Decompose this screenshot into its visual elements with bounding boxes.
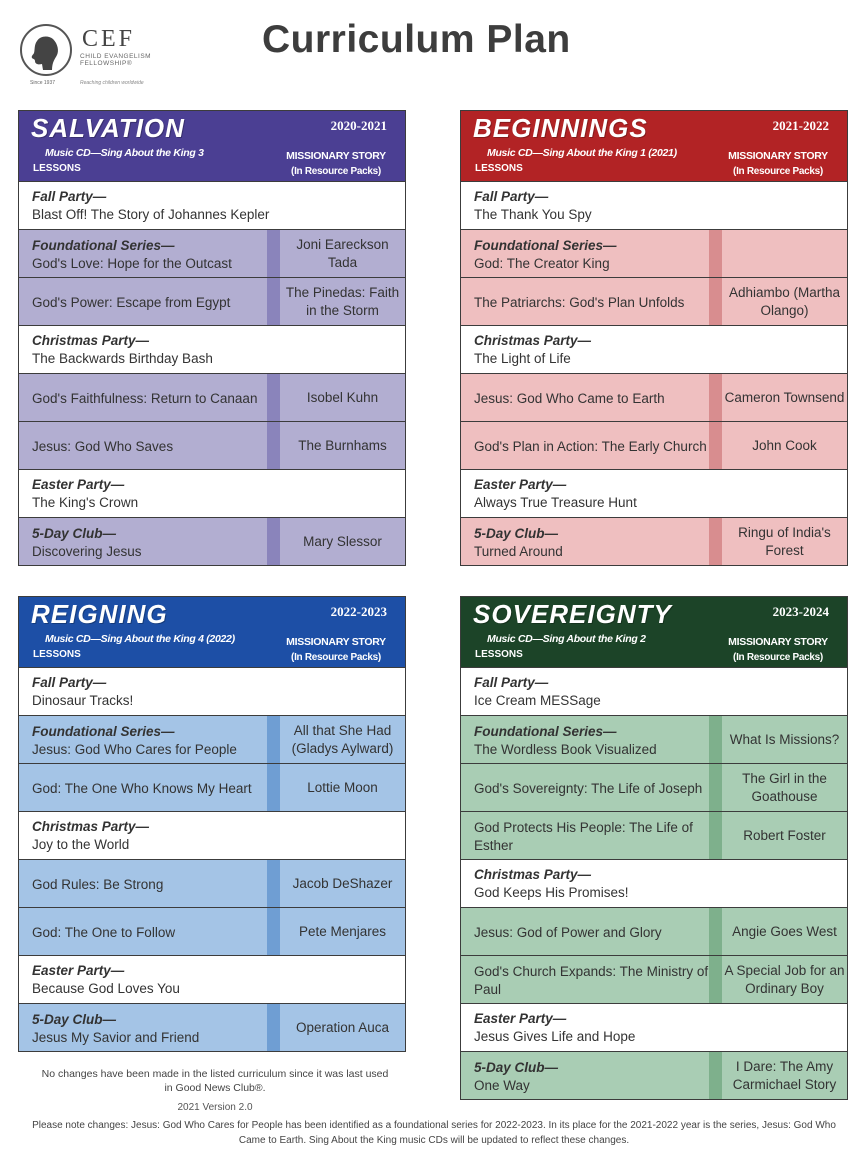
lesson-cell bbox=[19, 860, 267, 907]
missionary-story: Mary Slessor bbox=[303, 533, 382, 549]
lesson-cell bbox=[19, 182, 405, 229]
no-changes-note: No changes have been made in the listed curriculum since it was last used in Good News Club®. bbox=[41, 1068, 389, 1094]
lesson-title: God's Power: Escape from Egypt bbox=[32, 294, 231, 310]
lesson-caption: 5-Day Club— bbox=[32, 525, 117, 541]
column-divider bbox=[267, 764, 280, 811]
column-divider bbox=[709, 956, 722, 1003]
lesson-title: God: The One Who Knows My Heart bbox=[32, 780, 252, 796]
lesson-title: God's Love: Hope for the Outcast bbox=[32, 255, 232, 271]
column-divider bbox=[709, 422, 722, 469]
lesson-caption: Easter Party— bbox=[474, 476, 567, 492]
lesson-title: God Protects His People: The Life of Esther bbox=[474, 819, 693, 853]
lesson-title: God Rules: Be Strong bbox=[32, 876, 164, 892]
lesson-title: Dinosaur Tracks! bbox=[32, 692, 134, 708]
lesson-cell bbox=[461, 764, 709, 811]
lesson-title: God's Plan in Action: The Early Church bbox=[474, 438, 707, 454]
plan-salvation bbox=[18, 110, 406, 566]
lesson-title: Blast Off! The Story of Johannes Kepler bbox=[32, 206, 270, 222]
lesson-row bbox=[19, 229, 405, 277]
logo-name: CHILD EVANGELISM FELLOWSHIP® bbox=[80, 53, 152, 67]
lesson-row bbox=[19, 907, 405, 955]
lesson-title: One Way bbox=[474, 1077, 530, 1093]
lesson-row bbox=[461, 325, 847, 373]
missionary-story: Adhiambo (Martha Olango) bbox=[728, 284, 841, 318]
lesson-caption: Christmas Party— bbox=[474, 866, 592, 882]
lesson-cell bbox=[19, 374, 267, 421]
column-divider bbox=[267, 908, 280, 955]
lesson-title: God Keeps His Promises! bbox=[474, 884, 629, 900]
lesson-cell bbox=[461, 182, 847, 229]
missionary-story-label: MISSIONARY STORY (In Resource Packs) bbox=[728, 150, 828, 177]
lesson-cell bbox=[461, 278, 709, 325]
column-divider bbox=[709, 518, 722, 565]
missionary-story-label: MISSIONARY STORY (In Resource Packs) bbox=[286, 150, 386, 177]
missionary-story: Ringu of India's Forest bbox=[738, 524, 831, 558]
plan-name: REIGNING bbox=[31, 599, 168, 629]
lesson-caption: Fall Party— bbox=[474, 674, 549, 690]
column-divider bbox=[709, 764, 722, 811]
missionary-story: Joni Eareckson Tada bbox=[296, 236, 389, 270]
column-divider bbox=[267, 230, 280, 277]
plan-name: SALVATION bbox=[31, 113, 185, 143]
lesson-caption: Fall Party— bbox=[474, 188, 549, 204]
lesson-cell bbox=[19, 1004, 267, 1051]
lesson-row bbox=[19, 325, 405, 373]
lesson-row bbox=[19, 517, 405, 565]
lesson-cell bbox=[461, 812, 709, 859]
missionary-story: Robert Foster bbox=[743, 827, 826, 843]
plan-name: BEGINNINGS bbox=[473, 113, 648, 143]
lesson-cell bbox=[19, 812, 405, 859]
lesson-cell bbox=[461, 716, 709, 763]
lesson-caption: Foundational Series— bbox=[32, 237, 175, 253]
column-divider bbox=[709, 908, 722, 955]
lesson-cell bbox=[461, 422, 709, 469]
logo-brand: CEF bbox=[82, 26, 136, 52]
lesson-caption: 5-Day Club— bbox=[474, 1059, 559, 1075]
missionary-story: The Girl in the Goathouse bbox=[742, 770, 827, 804]
lesson-row bbox=[19, 763, 405, 811]
music-cd: Music CD—Sing About the King 3 bbox=[45, 147, 204, 159]
lesson-row bbox=[461, 373, 847, 421]
lesson-title: God's Faithfulness: Return to Canaan bbox=[32, 390, 258, 406]
missionary-story: Lottie Moon bbox=[307, 779, 378, 795]
column-divider bbox=[709, 374, 722, 421]
missionary-story: Angie Goes West bbox=[732, 923, 837, 939]
lesson-row bbox=[19, 469, 405, 517]
lesson-row bbox=[461, 1003, 847, 1051]
lesson-title: God: The One to Follow bbox=[32, 924, 176, 940]
lesson-title: Turned Around bbox=[474, 543, 563, 559]
plan-years: 2021-2022 bbox=[772, 118, 829, 133]
plan-header bbox=[19, 597, 405, 667]
lesson-caption: Easter Party— bbox=[474, 1010, 567, 1026]
lesson-row bbox=[19, 955, 405, 1003]
lesson-cell bbox=[461, 230, 709, 277]
plan-years: 2020-2021 bbox=[330, 118, 387, 133]
lesson-row bbox=[461, 667, 847, 715]
lesson-cell bbox=[19, 278, 267, 325]
logo-since: Since 1937 bbox=[30, 80, 56, 86]
lesson-cell bbox=[19, 230, 267, 277]
lesson-row bbox=[461, 1051, 847, 1099]
lesson-title: The Light of Life bbox=[474, 350, 571, 366]
missionary-story: All that She Had (Gladys Aylward) bbox=[291, 722, 394, 756]
lesson-title: God's Church Expands: The Ministry of Paul bbox=[474, 963, 709, 997]
lesson-cell bbox=[461, 860, 847, 907]
lesson-cell bbox=[19, 326, 405, 373]
lesson-row bbox=[461, 181, 847, 229]
lesson-title: Jesus My Savior and Friend bbox=[32, 1029, 200, 1045]
change-footnote: Please note changes: Jesus: God Who Cares for People has been identified as a foundational series for 2022-2023. In its place for the 2021-2022 year is the series, Jesus: God Who Came to Earth. Sing About the King music CDs will be updated to reflect these changes. bbox=[32, 1120, 836, 1146]
column-divider bbox=[267, 716, 280, 763]
lesson-title: Discovering Jesus bbox=[32, 543, 142, 559]
column-divider bbox=[709, 278, 722, 325]
missionary-story: A Special Job for an Ordinary Boy bbox=[724, 962, 845, 996]
lesson-row bbox=[461, 859, 847, 907]
lesson-title: Because God Loves You bbox=[32, 980, 180, 996]
lesson-row bbox=[461, 421, 847, 469]
lesson-caption: Easter Party— bbox=[32, 476, 125, 492]
plan-years: 2022-2023 bbox=[330, 604, 387, 619]
lesson-row bbox=[461, 955, 847, 1003]
plan-header bbox=[461, 597, 847, 667]
lesson-row bbox=[19, 277, 405, 325]
column-divider bbox=[267, 374, 280, 421]
column-divider bbox=[267, 860, 280, 907]
plan-years: 2023-2024 bbox=[772, 604, 829, 619]
lesson-row bbox=[19, 1003, 405, 1051]
lesson-caption: Easter Party— bbox=[32, 962, 125, 978]
lesson-title: The Wordless Book Visualized bbox=[474, 741, 657, 757]
plan-name: SOVEREIGNTY bbox=[473, 599, 672, 629]
lesson-cell bbox=[19, 908, 267, 955]
column-divider bbox=[267, 518, 280, 565]
lesson-caption: Foundational Series— bbox=[474, 237, 617, 253]
lesson-caption: 5-Day Club— bbox=[32, 1011, 117, 1027]
missionary-story bbox=[722, 230, 847, 277]
lesson-row bbox=[19, 811, 405, 859]
missionary-story: I Dare: The Amy Carmichael Story bbox=[732, 1058, 837, 1092]
lesson-row bbox=[19, 859, 405, 907]
lesson-row bbox=[461, 277, 847, 325]
music-cd: Music CD—Sing About the King 2 bbox=[487, 633, 646, 645]
child-silhouette-icon bbox=[20, 24, 72, 76]
lesson-row bbox=[19, 715, 405, 763]
lesson-caption: Foundational Series— bbox=[32, 723, 175, 739]
missionary-story: Operation Auca bbox=[295, 1019, 390, 1035]
plan-header bbox=[461, 111, 847, 181]
lesson-row bbox=[19, 667, 405, 715]
version-label: 2021 Version 2.0 bbox=[177, 1102, 253, 1113]
lesson-row bbox=[461, 715, 847, 763]
lesson-cell bbox=[461, 1004, 847, 1051]
lessons-label: LESSONS bbox=[33, 163, 81, 174]
lesson-cell bbox=[461, 908, 709, 955]
lesson-row bbox=[461, 469, 847, 517]
lesson-title: God: The Creator King bbox=[474, 255, 610, 271]
lesson-cell bbox=[19, 764, 267, 811]
lesson-caption: Christmas Party— bbox=[474, 332, 592, 348]
lesson-title: Jesus: God Who Cares for People bbox=[32, 741, 237, 757]
column-divider bbox=[267, 422, 280, 469]
column-divider bbox=[709, 230, 722, 277]
missionary-story: Jacob DeShazer bbox=[292, 875, 393, 891]
lesson-cell bbox=[19, 518, 267, 565]
lesson-title: Jesus Gives Life and Hope bbox=[474, 1028, 636, 1044]
missionary-story: What Is Missions? bbox=[729, 731, 840, 747]
lesson-caption: Fall Party— bbox=[32, 188, 107, 204]
lesson-title: Ice Cream MESSage bbox=[474, 692, 601, 708]
column-divider bbox=[709, 812, 722, 859]
cef-logo bbox=[18, 20, 168, 90]
lesson-title: The Backwards Birthday Bash bbox=[32, 350, 213, 366]
column-divider bbox=[709, 716, 722, 763]
lesson-title: The Patriarchs: God's Plan Unfolds bbox=[474, 294, 685, 310]
logo-tagline: Reaching children worldwide bbox=[80, 80, 144, 86]
lesson-title: Jesus: God Who Came to Earth bbox=[474, 390, 665, 406]
music-cd: Music CD—Sing About the King 4 (2022) bbox=[45, 633, 235, 645]
plan-header bbox=[19, 111, 405, 181]
lesson-row bbox=[461, 907, 847, 955]
lesson-row bbox=[461, 517, 847, 565]
lesson-cell bbox=[19, 470, 405, 517]
lesson-title: Jesus: God of Power and Glory bbox=[474, 924, 662, 940]
lesson-caption: Fall Party— bbox=[32, 674, 107, 690]
column-divider bbox=[267, 278, 280, 325]
lesson-title: The Thank You Spy bbox=[474, 206, 592, 222]
lesson-caption: Christmas Party— bbox=[32, 332, 150, 348]
column-divider bbox=[267, 1004, 280, 1051]
lesson-row bbox=[19, 373, 405, 421]
missionary-story: Isobel Kuhn bbox=[306, 389, 379, 405]
lesson-cell bbox=[461, 326, 847, 373]
lesson-row bbox=[461, 811, 847, 859]
lesson-title: The King's Crown bbox=[32, 494, 139, 510]
lesson-row bbox=[19, 181, 405, 229]
lesson-cell bbox=[461, 518, 709, 565]
plan-beginnings bbox=[460, 110, 848, 566]
lesson-title: Joy to the World bbox=[32, 836, 130, 852]
missionary-story-label: MISSIONARY STORY (In Resource Packs) bbox=[286, 636, 386, 663]
plan-reigning bbox=[18, 596, 406, 1052]
missionary-story: Pete Menjares bbox=[298, 923, 387, 939]
missionary-story: John Cook bbox=[752, 437, 817, 453]
lesson-caption: Foundational Series— bbox=[474, 723, 617, 739]
lesson-cell bbox=[19, 422, 267, 469]
lesson-caption: 5-Day Club— bbox=[474, 525, 559, 541]
lesson-cell bbox=[461, 1052, 709, 1099]
lesson-cell bbox=[461, 668, 847, 715]
missionary-story: Cameron Townsend bbox=[724, 389, 845, 405]
lesson-cell bbox=[19, 668, 405, 715]
missionary-story-label: MISSIONARY STORY (In Resource Packs) bbox=[728, 636, 828, 663]
page-title: Curriculum Plan bbox=[262, 18, 571, 61]
lesson-cell bbox=[19, 956, 405, 1003]
lessons-label: LESSONS bbox=[475, 163, 523, 174]
lesson-cell bbox=[461, 956, 709, 1003]
lesson-cell bbox=[461, 470, 847, 517]
lessons-label: LESSONS bbox=[33, 649, 81, 660]
lesson-title: Always True Treasure Hunt bbox=[474, 494, 637, 510]
lesson-row bbox=[19, 421, 405, 469]
lesson-row bbox=[461, 229, 847, 277]
lessons-label: LESSONS bbox=[475, 649, 523, 660]
plan-sovereignty bbox=[460, 596, 848, 1100]
missionary-story: The Burnhams bbox=[298, 437, 387, 453]
lesson-title: Jesus: God Who Saves bbox=[32, 438, 174, 454]
lesson-cell bbox=[19, 716, 267, 763]
missionary-story: The Pinedas: Faith in the Storm bbox=[285, 284, 400, 318]
lesson-cell bbox=[461, 374, 709, 421]
lesson-caption: Christmas Party— bbox=[32, 818, 150, 834]
music-cd: Music CD—Sing About the King 1 (2021) bbox=[487, 147, 677, 159]
lesson-row bbox=[461, 763, 847, 811]
lesson-title: God's Sovereignty: The Life of Joseph bbox=[474, 780, 703, 796]
column-divider bbox=[709, 1052, 722, 1099]
